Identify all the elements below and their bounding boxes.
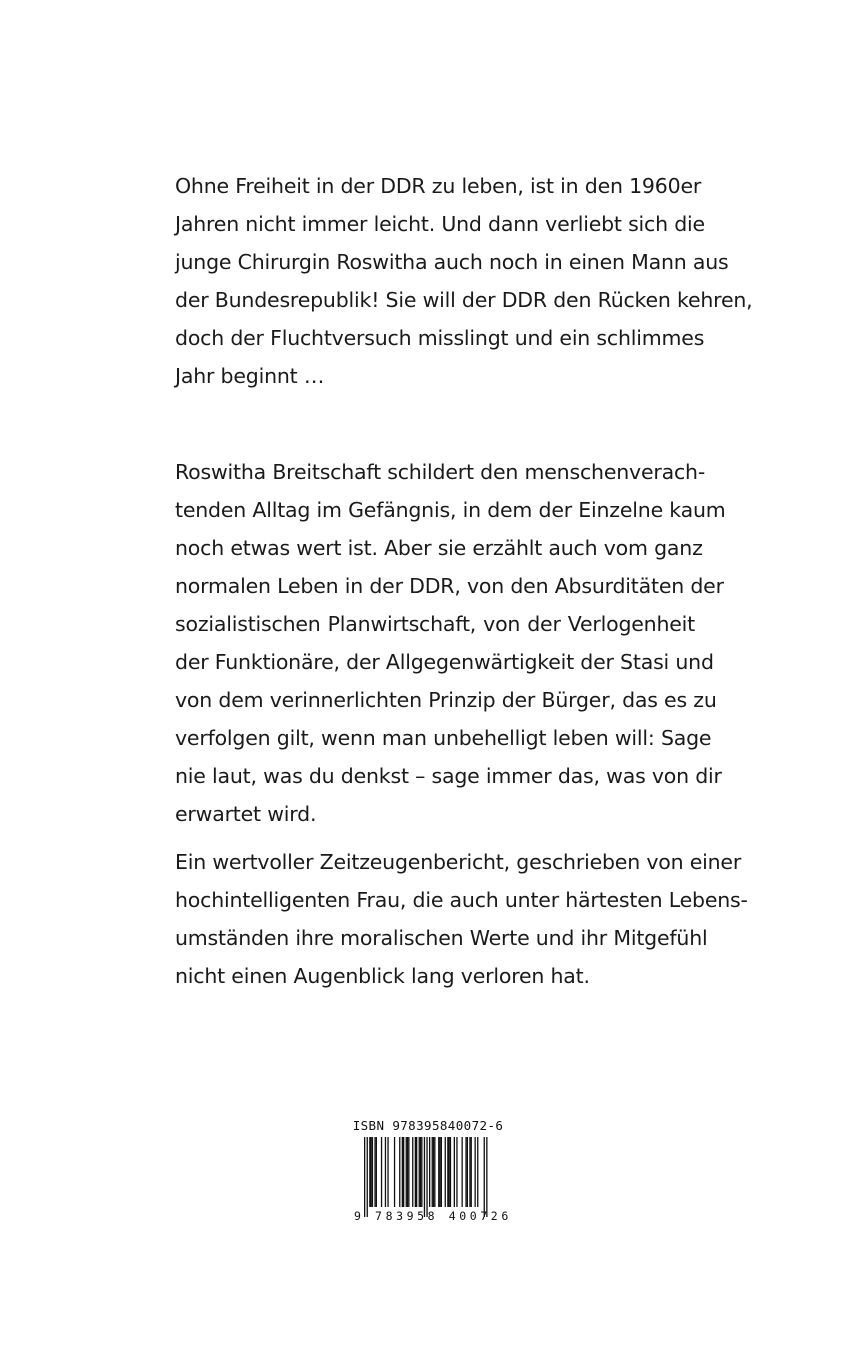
barcode-bar <box>371 1137 372 1207</box>
barcode-bar <box>469 1137 470 1207</box>
barcode-bar <box>477 1137 478 1207</box>
isbn-caption: ISBN 978395840072-6 <box>352 1118 504 1133</box>
barcode-bar <box>415 1137 416 1207</box>
barcode-bar <box>419 1137 420 1207</box>
text-line: nie laut, was du denkst – sage immer das, was von dir <box>175 764 722 788</box>
barcode-bar <box>439 1137 440 1207</box>
text-line: erwartet wird. <box>175 802 317 826</box>
text-line: Jahren nicht immer leicht. Und dann verliebt sich die <box>175 212 705 236</box>
barcode-bar <box>475 1137 476 1207</box>
barcode-bar <box>364 1137 365 1217</box>
barcode-bar <box>449 1137 450 1207</box>
barcode-bar <box>399 1137 400 1207</box>
barcode-bar <box>412 1137 413 1207</box>
isbn-barcode <box>352 1118 512 1223</box>
barcode-bar <box>421 1137 422 1207</box>
text-line: doch der Fluchtversuch misslingt und ein schlimmes <box>175 326 705 350</box>
text-line: nicht einen Augenblick lang verloren hat. <box>175 964 590 988</box>
ean-digits: 9 783958 400726 <box>354 1209 512 1223</box>
text-line: verfolgen gilt, wenn man unbehelligt leben will: Sage <box>175 726 712 750</box>
blurb-paragraph-2 <box>175 453 726 833</box>
barcode-bar <box>454 1137 455 1207</box>
barcode-bar <box>394 1137 395 1207</box>
text-line: von dem verinnerlichten Prinzip der Bürger, das es zu <box>175 688 717 712</box>
barcode-bar <box>471 1137 472 1207</box>
barcode-bar <box>465 1137 466 1207</box>
barcode-bar <box>450 1137 451 1207</box>
barcode-bar <box>424 1137 425 1217</box>
barcode-bar <box>484 1137 485 1217</box>
barcode-bar <box>434 1137 435 1207</box>
barcode-bar <box>433 1137 434 1207</box>
blurb-paragraph-3 <box>175 843 748 995</box>
text-line: Ohne Freiheit in der DDR zu leben, ist in den 1960er <box>175 174 702 198</box>
barcode-bar <box>447 1137 448 1207</box>
barcode-bar <box>369 1137 370 1207</box>
barcode-bar <box>407 1137 408 1207</box>
barcode-bar <box>374 1137 375 1207</box>
text-line: noch etwas wert ist. Aber sie erzählt auch vom ganz <box>175 536 703 560</box>
text-line: Roswitha Breitschaft schildert den menschenverach- <box>175 460 706 484</box>
text-line: sozialistischen Planwirtschaft, von der Verlogenheit <box>175 612 695 636</box>
text-line: Ein wertvoller Zeitzeugenbericht, geschrieben von einer <box>175 850 742 874</box>
barcode-bar <box>432 1137 433 1207</box>
barcode-bar <box>426 1137 427 1217</box>
barcode-bar <box>385 1137 386 1207</box>
barcode-bar <box>445 1137 446 1207</box>
barcode-bar <box>486 1137 487 1217</box>
text-line: hochintelligenten Frau, die auch unter härtesten Lebens- <box>175 888 748 912</box>
barcode-bar <box>403 1137 404 1207</box>
barcode-bar <box>416 1137 417 1207</box>
text-line: Jahr beginnt … <box>175 364 325 388</box>
text-line: umständen ihre moralischen Werte und ihr Mitgefühl <box>175 926 708 950</box>
barcode-bar <box>462 1137 463 1207</box>
barcode-bar <box>467 1137 468 1207</box>
barcode-bar <box>387 1137 388 1207</box>
barcode-bar <box>406 1137 407 1207</box>
text-line: der Bundesrepublik! Sie will der DDR den Rücken kehren, <box>175 288 753 312</box>
barcode-bar <box>438 1137 439 1207</box>
barcode-bar <box>367 1137 368 1217</box>
text-line: normalen Leben in der DDR, von den Absurditäten der <box>175 574 724 598</box>
barcode-bar <box>402 1137 403 1207</box>
barcode-bar <box>381 1137 382 1207</box>
text-line: der Funktionäre, der Allgegenwärtigkeit der Stasi und <box>175 650 714 674</box>
barcode-bar <box>420 1137 421 1207</box>
text-line: tenden Alltag im Gefängnis, in dem der Einzelne kaum <box>175 498 726 522</box>
barcode-bar <box>429 1137 430 1207</box>
text-line: junge Chirurgin Roswitha auch noch in einen Mann aus <box>175 250 729 274</box>
barcode-bar <box>456 1137 457 1207</box>
barcode-bar <box>441 1137 442 1207</box>
blurb-paragraph-1 <box>175 167 753 395</box>
barcode-bar <box>408 1137 409 1207</box>
barcode-bar <box>372 1137 373 1207</box>
barcode-bar <box>376 1137 377 1207</box>
